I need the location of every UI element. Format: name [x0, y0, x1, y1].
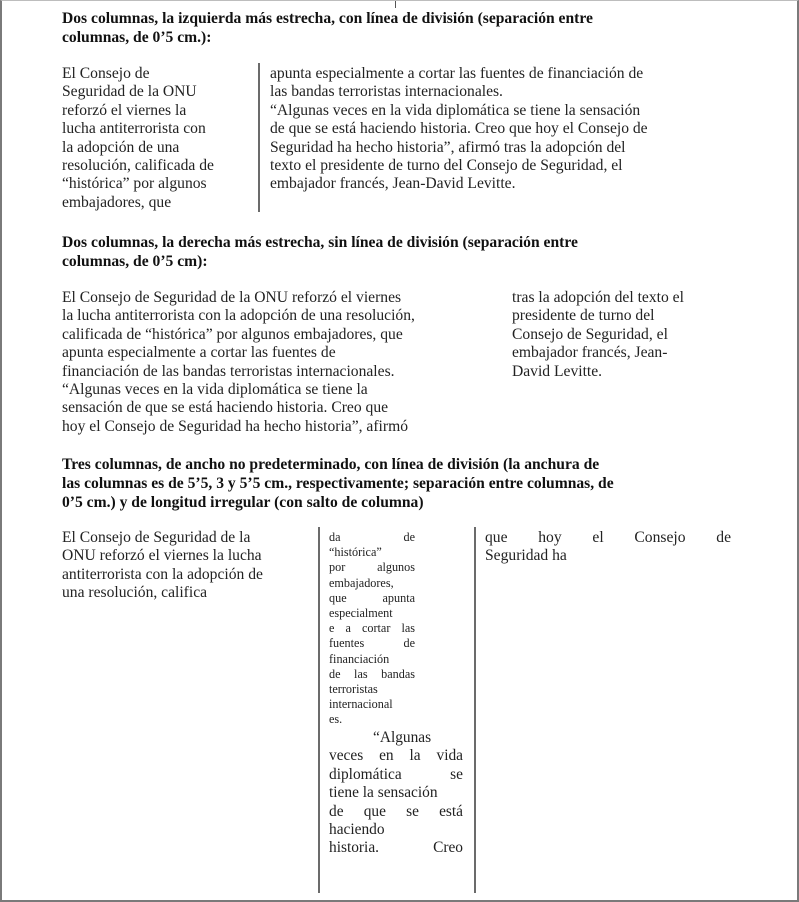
text-line: apunta especialmente a cortar las fuentes de financiación de: [270, 65, 644, 82]
text-line: embajador francés, Jean-David Levitte.: [270, 175, 516, 193]
column-divider: [318, 527, 320, 893]
text-line: texto el presidente de turno del Consejo de Seguridad, el: [270, 157, 623, 175]
ruler-tick: [395, 1, 396, 8]
text-line: Seguridad de la ONU: [62, 83, 197, 101]
text-line: “Algunas: [373, 729, 432, 746]
text-line: las bandas terroristas internacionales.: [270, 83, 503, 101]
text-line: la lucha antiterrorista con la adopción de una resolución,: [62, 307, 415, 325]
text-line: tras la adopción del texto el: [512, 289, 684, 306]
section-3-middle-column: [329, 530, 415, 728]
text-line: resolución, calificada de: [62, 157, 214, 175]
text-line: reforzó el viernes la: [62, 101, 187, 119]
section-3-left-column: [62, 529, 310, 603]
text-line: e a cortar las: [329, 621, 415, 636]
text-line: de que se está haciendo historia. Creo que hoy el Consejo de: [270, 120, 648, 138]
text-line: tiene la sensación: [329, 784, 438, 802]
heading-line: Tres columnas, de ancho no predeterminado, con línea de división (la anchura de: [62, 456, 600, 473]
text-line: por algunos: [329, 560, 415, 575]
heading-line: Dos columnas, la derecha más estrecha, sin línea de división (separación entre: [62, 234, 578, 251]
section-2-left-column: [62, 289, 502, 436]
text-line: de que se está: [329, 802, 463, 820]
column-divider: [474, 527, 476, 893]
text-line: Consejo de Seguridad, el: [512, 325, 668, 343]
heading-line: las columnas es de 5’5, 3 y 5’5 cm., respectivamente; separación entre columnas, de: [62, 475, 614, 492]
section-3-heading: [62, 455, 614, 512]
text-line: da de: [329, 530, 415, 544]
text-line: diplomática se: [329, 765, 463, 783]
section-2-right-column: [512, 289, 732, 381]
text-line: antiterrorista con la adopción de: [62, 565, 263, 583]
text-line: especialment: [329, 606, 393, 621]
text-line: que apunta: [329, 590, 415, 605]
section-3-right-column: [485, 529, 731, 566]
text-line: financiación: [329, 651, 390, 666]
text-line: El Consejo de: [62, 65, 150, 82]
text-line: apunta especialmente a cortar las fuentes de: [62, 344, 336, 362]
text-line: historia. Creo: [329, 839, 463, 857]
text-line: lucha antiterrorista con: [62, 120, 206, 138]
text-line: presidente de turno del: [512, 307, 655, 325]
text-line: financiación de las bandas terroristas internacionales.: [62, 362, 395, 380]
text-line: es.: [329, 712, 343, 727]
text-line: haciendo: [329, 821, 385, 839]
heading-line: 0’5 cm.) y de longitud irregular (con salto de columna): [62, 494, 424, 511]
text-line: que hoy el Consejo de: [485, 529, 731, 546]
heading-line: Dos columnas, la izquierda más estrecha, con línea de división (separación entre: [62, 10, 593, 27]
text-line: terroristas: [329, 682, 378, 697]
text-line: hoy el Consejo de Seguridad ha hecho historia”, afirmó: [62, 417, 409, 435]
text-line: veces en la vida: [329, 747, 463, 765]
section-2-heading: [62, 233, 578, 271]
text-line: de las bandas: [329, 666, 415, 681]
text-line: “Algunas veces en la vida diplomática se tiene la: [62, 381, 368, 399]
section-1-heading: [62, 9, 593, 47]
text-line: calificada de “histórica” por algunos embajadores, que: [62, 325, 403, 343]
text-line: internacional: [329, 697, 393, 712]
text-line: fuentes de: [329, 636, 415, 651]
text-line: David Levitte.: [512, 362, 603, 380]
text-line: una resolución, califica: [62, 584, 208, 602]
text-line: ONU reforzó el viernes la lucha: [62, 547, 262, 565]
column-divider: [258, 63, 260, 212]
text-line: “Algunas veces en la vida diplomática se tiene la sensación: [270, 101, 641, 119]
text-line: “histórica” por algunos: [62, 175, 207, 193]
section-3-middle-column-continued: [329, 729, 463, 858]
text-line: sensación de que se está haciendo historia. Creo que: [62, 399, 389, 417]
text-line: El Consejo de Seguridad de la ONU reforzó el viernes: [62, 289, 402, 306]
text-line: Seguridad ha: [485, 547, 567, 565]
section-1-right-column: [270, 65, 740, 194]
text-line: la adopción de una: [62, 138, 180, 156]
text-line: embajador francés, Jean-: [512, 344, 668, 362]
text-line: embajadores,: [329, 575, 394, 590]
text-line: El Consejo de Seguridad de la: [62, 529, 251, 546]
text-line: embajadores, que: [62, 193, 172, 211]
text-line: “histórica”: [329, 545, 382, 560]
heading-line: columnas, de 0’5 cm.):: [62, 29, 212, 46]
section-1-left-column: [62, 65, 252, 212]
heading-line: columnas, de 0’5 cm):: [62, 253, 208, 270]
text-line: Seguridad ha hecho historia”, afirmó tras la adopción del: [270, 138, 626, 156]
